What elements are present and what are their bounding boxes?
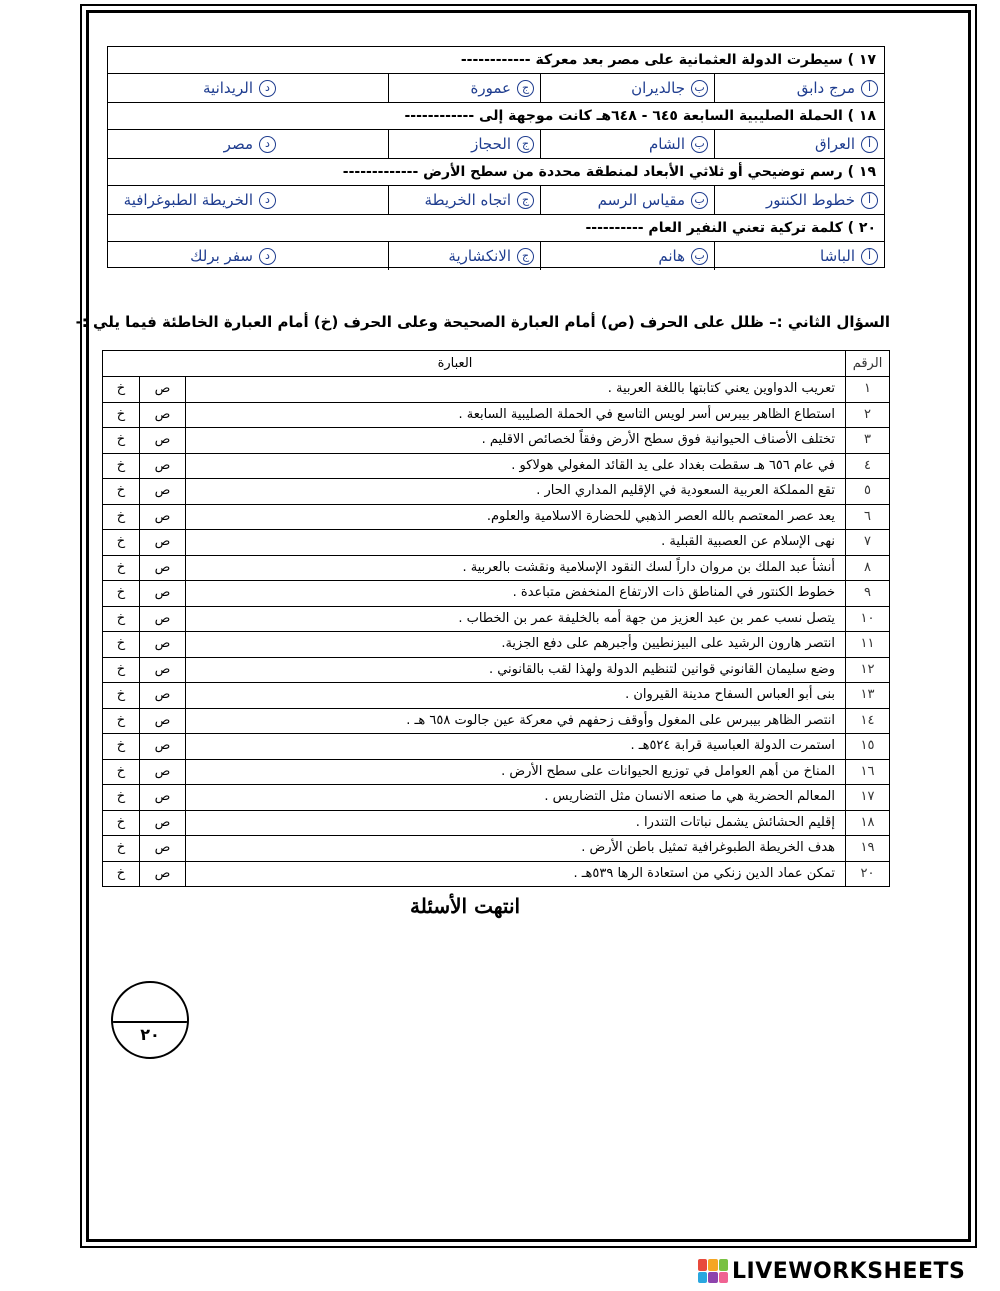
row-number: ٥ bbox=[845, 479, 889, 504]
true-option[interactable]: ص bbox=[139, 454, 185, 479]
logo-text: LIVEWORKSHEETS bbox=[732, 1258, 966, 1284]
table-row bbox=[103, 454, 889, 480]
option-text: الانكشارية bbox=[448, 247, 511, 265]
row-number: ٣ bbox=[845, 428, 889, 453]
table-row bbox=[103, 785, 889, 811]
table-row bbox=[103, 811, 889, 837]
row-statement: بنى أبو العباس السفاح مدينة القيروان . bbox=[185, 683, 845, 708]
mcq-options-row bbox=[108, 186, 884, 215]
option-letter: أ bbox=[861, 80, 878, 97]
option-letter: ب bbox=[691, 248, 708, 265]
row-number: ١٨ bbox=[845, 811, 889, 836]
mcq-question: ١٨ ) الحملة الصليبية السابعة ٦٤٥ - ٦٤٨هـ كانت موجهة إلى ------------ bbox=[108, 103, 884, 130]
option-text: خطوط الكنتور bbox=[765, 191, 855, 209]
false-option[interactable]: خ bbox=[116, 381, 126, 396]
row-number: ٢ bbox=[845, 403, 889, 428]
table-row bbox=[103, 734, 889, 760]
true-option[interactable]: ص bbox=[139, 530, 185, 555]
mcq-option[interactable] bbox=[540, 242, 714, 270]
true-option[interactable]: ص bbox=[139, 862, 185, 888]
row-statement: يتصل نسب عمر بن عبد العزيز من جهة أمه بالخليفة عمر بن الخطاب . bbox=[185, 607, 845, 632]
mcq-question: ٢٠ ) كلمة تركية تعني النفير العام ---------- bbox=[108, 215, 884, 242]
row-statement: تختلف الأصناف الحيوانية فوق سطح الأرض وفقاً لخصائص الاقليم . bbox=[185, 428, 845, 453]
option-letter: د bbox=[259, 136, 276, 153]
mcq-option[interactable] bbox=[108, 130, 282, 158]
row-statement: تمكن عماد الدين زنكي من استعادة الرها ٥٣٩هـ . bbox=[185, 862, 845, 888]
option-text: الشام bbox=[649, 135, 685, 153]
mcq-option[interactable] bbox=[108, 186, 282, 214]
option-letter: د bbox=[259, 192, 276, 209]
row-number: ١٢ bbox=[845, 658, 889, 683]
logo-square bbox=[719, 1272, 728, 1284]
end-of-questions: انتهت الأسئلة bbox=[410, 894, 521, 918]
row-number: ١ bbox=[845, 377, 889, 402]
row-statement: يعد عصر المعتصم بالله العصر الذهبي للحضارة الاسلامية والعلوم. bbox=[185, 505, 845, 530]
row-statement: هدف الخريطة الطبوغرافية تمثيل باطن الأرض . bbox=[185, 836, 845, 861]
option-text: اتجاه الخريطة bbox=[424, 191, 511, 209]
row-statement: استمرت الدولة العباسية قرابة ٥٢٤هـ . bbox=[185, 734, 845, 759]
mcq-option[interactable] bbox=[714, 242, 884, 270]
option-letter: ج bbox=[517, 192, 534, 209]
table-row bbox=[103, 836, 889, 862]
row-number: ١٣ bbox=[845, 683, 889, 708]
true-option[interactable]: ص bbox=[139, 479, 185, 504]
false-option[interactable]: خ bbox=[116, 457, 126, 473]
logo-square bbox=[698, 1272, 707, 1284]
liveworksheets-logo bbox=[698, 1256, 965, 1286]
false-option[interactable]: خ bbox=[116, 789, 126, 804]
table-row bbox=[103, 479, 889, 505]
option-letter: د bbox=[259, 80, 276, 97]
option-letter: ج bbox=[517, 136, 534, 153]
true-option[interactable]: ص bbox=[139, 377, 185, 402]
row-number: ١٥ bbox=[845, 734, 889, 759]
table-row bbox=[103, 862, 889, 888]
table-row bbox=[103, 403, 889, 429]
row-number: ١٦ bbox=[845, 760, 889, 785]
mcq-option[interactable] bbox=[388, 74, 540, 102]
option-letter: ب bbox=[691, 136, 708, 153]
logo-square bbox=[698, 1259, 707, 1271]
true-option[interactable]: ص bbox=[139, 403, 185, 428]
true-option[interactable]: ص bbox=[139, 811, 185, 836]
true-option[interactable]: ص bbox=[139, 734, 185, 759]
true-false-table bbox=[102, 350, 890, 887]
score-total: ٢٠ bbox=[140, 1025, 160, 1044]
logo-square bbox=[719, 1259, 728, 1271]
option-text: هانم bbox=[658, 247, 685, 265]
false-option[interactable]: خ bbox=[116, 814, 126, 830]
row-statement: إقليم الحشائش يشمل نباتات التندرا . bbox=[185, 811, 845, 836]
row-number: ١٧ bbox=[845, 785, 889, 810]
false-option[interactable]: خ bbox=[116, 483, 126, 498]
mcq-option[interactable] bbox=[540, 130, 714, 158]
true-option[interactable]: ص bbox=[139, 683, 185, 708]
question-two-heading: السؤال الثاني :– ظلل على الحرف (ص) أمام العبارة الصحيحة وعلى الحرف (خ) أمام العبارة الخاطئة فيما يلي :- bbox=[75, 313, 890, 331]
option-text: مرج دابق bbox=[796, 79, 855, 97]
option-letter: ب bbox=[691, 80, 708, 97]
row-number: ٦ bbox=[845, 505, 889, 530]
option-text: مصر bbox=[223, 135, 253, 153]
row-number: ١١ bbox=[845, 632, 889, 657]
table-row bbox=[103, 632, 889, 658]
row-statement: في عام ٦٥٦ هـ سقطت بغداد على يد القائد المغولي هولاكو . bbox=[185, 454, 845, 479]
mcq-option[interactable] bbox=[388, 242, 540, 270]
option-letter: ج bbox=[517, 80, 534, 97]
true-option[interactable]: ص bbox=[139, 658, 185, 683]
true-option[interactable]: ص bbox=[139, 556, 185, 581]
option-letter: أ bbox=[861, 136, 878, 153]
table-row bbox=[103, 709, 889, 735]
row-number: ٤ bbox=[845, 454, 889, 479]
false-option[interactable]: خ bbox=[116, 738, 126, 753]
false-option[interactable]: خ bbox=[116, 559, 126, 575]
table-row bbox=[103, 377, 889, 403]
false-option[interactable]: خ bbox=[116, 610, 126, 626]
row-statement: خطوط الكنتور في المناطق ذات الارتفاع المنخفض متباعدة . bbox=[185, 581, 845, 606]
true-option[interactable]: ص bbox=[139, 632, 185, 657]
false-option[interactable]: خ bbox=[116, 585, 126, 600]
true-option[interactable]: ص bbox=[139, 836, 185, 861]
mcq-option[interactable] bbox=[388, 186, 540, 214]
false-option[interactable]: خ bbox=[116, 687, 126, 702]
logo-mark-icon bbox=[698, 1259, 728, 1283]
option-text: جالديران bbox=[631, 79, 685, 97]
row-statement: تقع المملكة العربية السعودية في الإقليم المداري الحار . bbox=[185, 479, 845, 504]
table-row bbox=[103, 581, 889, 607]
row-number: ٢٠ bbox=[845, 862, 889, 888]
option-text: مقياس الرسم bbox=[597, 191, 685, 209]
table-row bbox=[103, 607, 889, 633]
table-row bbox=[103, 428, 889, 454]
false-option[interactable]: خ bbox=[116, 534, 126, 549]
mcq-option[interactable] bbox=[714, 186, 884, 214]
false-option[interactable]: خ bbox=[116, 636, 126, 651]
false-option[interactable]: خ bbox=[116, 661, 126, 677]
option-text: العراق bbox=[814, 135, 855, 153]
header-statement: العبارة bbox=[437, 356, 473, 371]
false-option[interactable]: خ bbox=[116, 406, 126, 422]
mcq-options-row bbox=[108, 74, 884, 103]
mcq-options-row bbox=[108, 242, 884, 271]
option-letter: أ bbox=[861, 192, 878, 209]
option-letter: ج bbox=[517, 248, 534, 265]
mcq-option[interactable] bbox=[388, 130, 540, 158]
false-option[interactable]: خ bbox=[116, 763, 126, 779]
row-number: ١٤ bbox=[845, 709, 889, 734]
mcq-option[interactable] bbox=[108, 242, 282, 270]
true-option[interactable]: ص bbox=[139, 428, 185, 453]
option-text: عمورة bbox=[470, 79, 511, 97]
row-statement: وضع سليمان القانوني قوانين لتنظيم الدولة ولهذا لقب بالقانوني . bbox=[185, 658, 845, 683]
true-option[interactable]: ص bbox=[139, 505, 185, 530]
row-statement: نهى الإسلام عن العصبية القبلية . bbox=[185, 530, 845, 555]
row-number: ٧ bbox=[845, 530, 889, 555]
row-statement: استطاع الظاهر بيبرس أسر لويس التاسع في الحملة الصليبية السابعة . bbox=[185, 403, 845, 428]
true-option[interactable]: ص bbox=[139, 709, 185, 734]
row-number: ١٠ bbox=[845, 607, 889, 632]
table-row bbox=[103, 658, 889, 684]
table-header bbox=[103, 351, 889, 377]
true-option[interactable]: ص bbox=[139, 785, 185, 810]
option-text: الخريطة الطبوغرافية bbox=[123, 191, 253, 209]
mcq-options-row bbox=[108, 130, 884, 159]
option-text: الريدانية bbox=[203, 79, 253, 97]
row-statement: المعالم الحضرية هي ما صنعه الانسان مثل التضاريس . bbox=[185, 785, 845, 810]
table-row bbox=[103, 556, 889, 582]
true-option[interactable]: ص bbox=[139, 760, 185, 785]
table-row bbox=[103, 505, 889, 531]
row-statement: تعريب الدواوين يعني كتابتها باللغة العربية . bbox=[185, 377, 845, 402]
option-letter: أ bbox=[861, 248, 878, 265]
mcq-option[interactable] bbox=[714, 74, 884, 102]
mcq-question: ١٩ ) رسم توضيحي أو ثلاثي الأبعاد لمنطقة محددة من سطح الأرض ------------- bbox=[108, 159, 884, 186]
table-row bbox=[103, 683, 889, 709]
false-option[interactable]: خ bbox=[116, 840, 126, 855]
option-text: الحجاز bbox=[471, 135, 511, 153]
header-number: الرقم bbox=[845, 351, 889, 376]
option-text: سفر برلك bbox=[190, 247, 253, 265]
mcq-option[interactable] bbox=[108, 74, 282, 102]
mcq-option[interactable] bbox=[714, 130, 884, 158]
mcq-box bbox=[107, 46, 885, 268]
option-letter: ب bbox=[691, 192, 708, 209]
mcq-question: ١٧ ) سيطرت الدولة العثمانية على مصر بعد معركة ------------ bbox=[108, 47, 884, 74]
row-statement: المناخ من أهم العوامل في توزيع الحيوانات على سطح الأرض . bbox=[185, 760, 845, 785]
score-circle bbox=[111, 981, 189, 1059]
row-statement: انتصر الظاهر بيبرس على المغول وأوقف زحفهم في معركة عين جالوت ٦٥٨ هـ . bbox=[185, 709, 845, 734]
true-option[interactable]: ص bbox=[139, 607, 185, 632]
table-row bbox=[103, 760, 889, 786]
mcq-option[interactable] bbox=[540, 74, 714, 102]
true-option[interactable]: ص bbox=[139, 581, 185, 606]
logo-square bbox=[708, 1259, 717, 1271]
row-number: ١٩ bbox=[845, 836, 889, 861]
option-text: الباشا bbox=[820, 247, 855, 265]
row-statement: أنشأ عبد الملك بن مروان داراً لسك النقود الإسلامية ونقشت بالعربية . bbox=[185, 556, 845, 581]
false-option[interactable]: خ bbox=[116, 432, 126, 447]
false-option[interactable]: خ bbox=[116, 712, 126, 728]
table-row bbox=[103, 530, 889, 556]
logo-square bbox=[708, 1272, 717, 1284]
false-option[interactable]: خ bbox=[116, 865, 126, 881]
option-letter: د bbox=[259, 248, 276, 265]
score-divider bbox=[113, 1021, 189, 1023]
row-number: ٨ bbox=[845, 556, 889, 581]
mcq-option[interactable] bbox=[540, 186, 714, 214]
false-option[interactable]: خ bbox=[116, 508, 126, 524]
row-number: ٩ bbox=[845, 581, 889, 606]
row-statement: انتصر هارون الرشيد على البيزنطيين وأجبرهم على دفع الجزية. bbox=[185, 632, 845, 657]
